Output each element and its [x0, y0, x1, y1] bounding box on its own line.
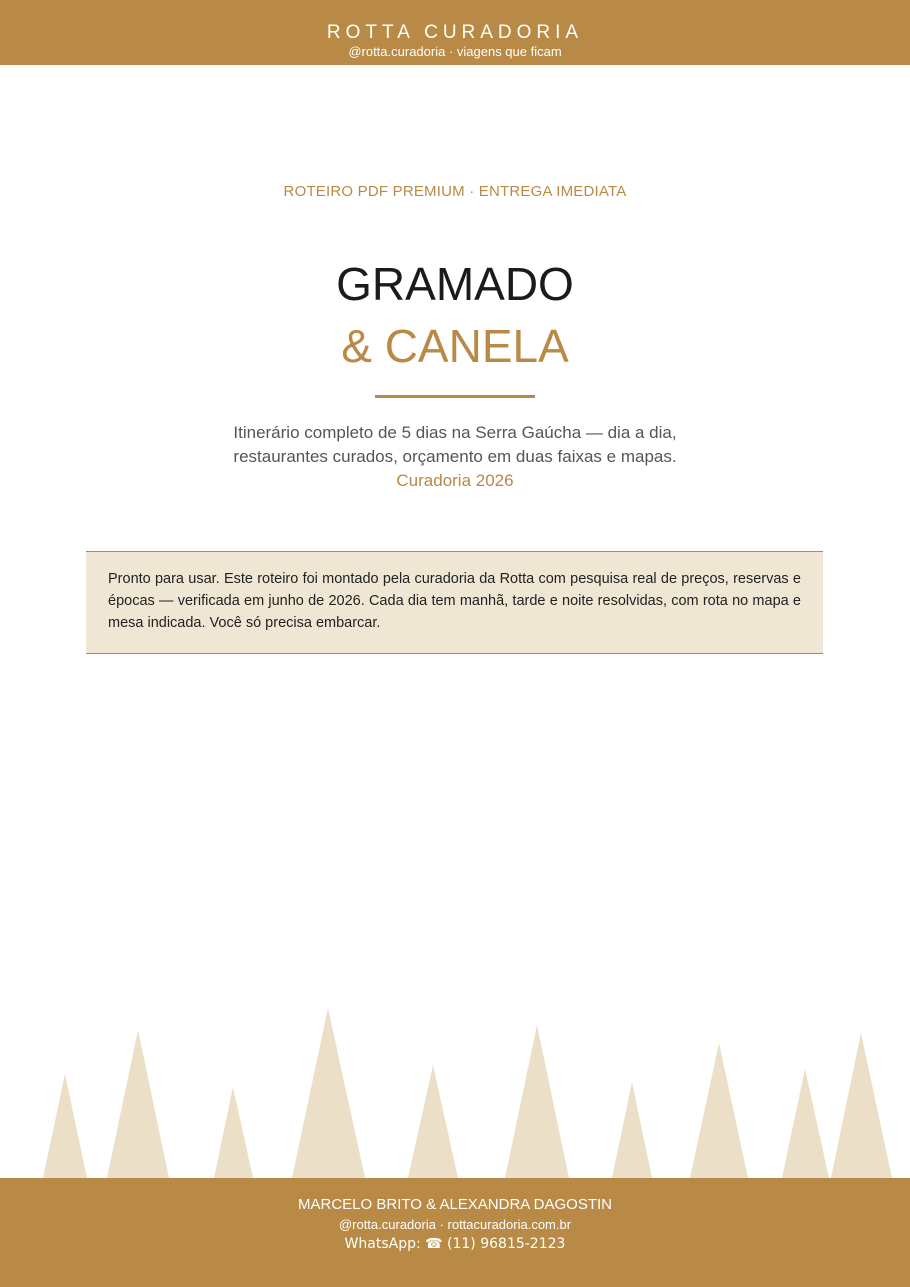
header-bar [0, 0, 910, 65]
intro-note-text: Pronto para usar. Este roteiro foi montado pela curadoria da Rotta com pesquisa real de preços, reservas e épocas — verificada em junho de 2026. Cada dia tem manhã, tarde e noite resolvidas, com rota no mapa e mesa indicada. Você só precisa embarcar. [108, 571, 801, 631]
footer-bar [0, 1178, 910, 1287]
cover-title-line1: GRAMADO [336, 258, 574, 310]
intro-note-box [86, 551, 823, 654]
tree-shape [505, 1025, 569, 1178]
cover-subtitle [0, 421, 910, 493]
title-divider [375, 395, 535, 398]
tree-shape [292, 1008, 365, 1178]
footer-whatsapp: WhatsApp: ☎ (11) 96815-2123 [344, 1236, 566, 1252]
tree-shape [107, 1030, 169, 1178]
subtitle-line1: Itinerário completo de 5 dias na Serra Gaúcha — dia a dia, [233, 423, 677, 442]
tree-shape [690, 1043, 748, 1178]
cover-kicker: ROTEIRO PDF PREMIUM · ENTREGA IMEDIATA [283, 183, 627, 200]
footer-links: @rotta.curadoria · rottacuradoria.com.br [338, 1217, 572, 1232]
tree-shape [408, 1065, 458, 1178]
tree-shape [782, 1069, 829, 1178]
cover-title-line2: & CANELA [341, 320, 569, 372]
tree-shape [214, 1087, 253, 1178]
tree-shape [43, 1074, 87, 1178]
subtitle-line2: restaurantes curados, orçamento em duas faixas e mapas. [233, 447, 677, 466]
tree-shape [831, 1033, 892, 1178]
pine-trees-illustration [0, 1000, 910, 1178]
edition-label: Curadoria 2026 [396, 471, 514, 490]
brand-tagline: @rotta.curadoria · viagens que ficam [348, 44, 562, 59]
brand-name: ROTTA CURADORIA [326, 22, 584, 43]
footer-authors: MARCELO BRITO & ALEXANDRA DAGOSTIN [298, 1196, 612, 1213]
tree-shape [612, 1082, 652, 1178]
